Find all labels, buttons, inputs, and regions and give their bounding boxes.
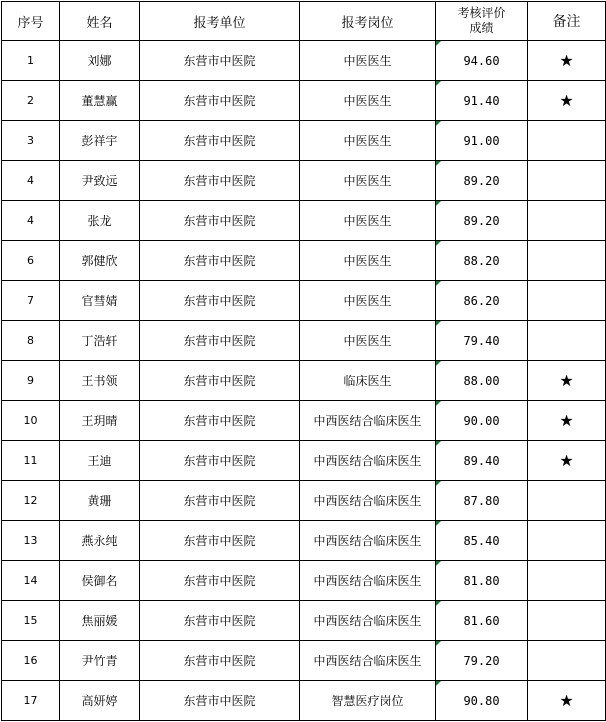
- cell-no: 7: [2, 281, 60, 321]
- cell-name: 焦丽媛: [60, 601, 140, 641]
- cell-indicator-icon: [436, 641, 441, 646]
- cell-unit: 东营市中医院: [140, 681, 300, 721]
- cell-name: 张龙: [60, 201, 140, 241]
- cell-unit: 东营市中医院: [140, 321, 300, 361]
- cell-note: [528, 281, 606, 321]
- table-row: [2, 441, 606, 481]
- cell-post: 中西医结合临床医生: [300, 641, 436, 681]
- cell-note: [528, 561, 606, 601]
- cell-indicator-icon: [436, 521, 441, 526]
- table-row: [2, 321, 606, 361]
- cell-score: [436, 561, 528, 601]
- cell-score: [436, 281, 528, 321]
- table-row: [2, 521, 606, 561]
- cell-unit: 东营市中医院: [140, 641, 300, 681]
- cell-score: [436, 441, 528, 481]
- cell-note: [528, 641, 606, 681]
- cell-score: [436, 201, 528, 241]
- cell-post: 中医医生: [300, 201, 436, 241]
- score-value: 87.80: [463, 493, 500, 508]
- cell-score: [436, 521, 528, 561]
- cell-unit: 东营市中医院: [140, 281, 300, 321]
- cell-indicator-icon: [436, 201, 441, 206]
- table-row: [2, 201, 606, 241]
- table-row: [2, 161, 606, 201]
- header-name: 姓名: [60, 2, 140, 41]
- cell-no: 11: [2, 441, 60, 481]
- table-row: [2, 601, 606, 641]
- score-value: 79.40: [463, 333, 500, 348]
- cell-indicator-icon: [436, 241, 441, 246]
- score-value: 88.20: [463, 253, 500, 268]
- cell-indicator-icon: [436, 161, 441, 166]
- cell-note: [528, 361, 606, 401]
- cell-name: 尹竹青: [60, 641, 140, 681]
- table-row: [2, 281, 606, 321]
- cell-post: 中医医生: [300, 121, 436, 161]
- cell-post: 中西医结合临床医生: [300, 521, 436, 561]
- score-value: 79.20: [463, 653, 500, 668]
- cell-post: 中西医结合临床医生: [300, 481, 436, 521]
- cell-unit: 东营市中医院: [140, 361, 300, 401]
- cell-unit: 东营市中医院: [140, 601, 300, 641]
- cell-no: 13: [2, 521, 60, 561]
- score-value: 90.00: [463, 413, 500, 428]
- cell-note: [528, 201, 606, 241]
- cell-score: [436, 641, 528, 681]
- star-icon: ★: [559, 90, 574, 110]
- cell-post: 中医医生: [300, 81, 436, 121]
- cell-post: 中医医生: [300, 161, 436, 201]
- star-icon: ★: [559, 690, 574, 710]
- cell-unit: 东营市中医院: [140, 201, 300, 241]
- cell-score: [436, 241, 528, 281]
- cell-unit: 东营市中医院: [140, 441, 300, 481]
- score-value: 89.20: [463, 173, 500, 188]
- cell-post: 临床医生: [300, 361, 436, 401]
- cell-no: 10: [2, 401, 60, 441]
- cell-name: 黄珊: [60, 481, 140, 521]
- cell-note: [528, 41, 606, 81]
- cell-no: 15: [2, 601, 60, 641]
- cell-score: [436, 401, 528, 441]
- header-score-line2: 成绩: [469, 21, 494, 35]
- cell-unit: 东营市中医院: [140, 401, 300, 441]
- table-body: [2, 41, 606, 721]
- cell-no: 8: [2, 321, 60, 361]
- cell-name: 彭祥宇: [60, 121, 140, 161]
- cell-no: 4: [2, 201, 60, 241]
- cell-indicator-icon: [436, 561, 441, 566]
- cell-indicator-icon: [436, 121, 441, 126]
- cell-name: 燕永纯: [60, 521, 140, 561]
- star-icon: ★: [559, 410, 574, 430]
- score-value: 86.20: [463, 293, 500, 308]
- cell-note: [528, 441, 606, 481]
- cell-score: [436, 481, 528, 521]
- cell-name: 王玥晴: [60, 401, 140, 441]
- cell-unit: 东营市中医院: [140, 521, 300, 561]
- header-row: [2, 2, 606, 41]
- cell-note: [528, 681, 606, 721]
- cell-post: 中西医结合临床医生: [300, 401, 436, 441]
- cell-note: [528, 121, 606, 161]
- table-row: [2, 401, 606, 441]
- cell-name: 尹致远: [60, 161, 140, 201]
- cell-no: 1: [2, 41, 60, 81]
- cell-note: [528, 521, 606, 561]
- cell-indicator-icon: [436, 441, 441, 446]
- cell-indicator-icon: [436, 681, 441, 686]
- cell-no: 14: [2, 561, 60, 601]
- cell-note: [528, 241, 606, 281]
- cell-indicator-icon: [436, 601, 441, 606]
- table-row: [2, 81, 606, 121]
- cell-post: 智慧医疗岗位: [300, 681, 436, 721]
- header-score: [436, 2, 528, 41]
- cell-indicator-icon: [436, 81, 441, 86]
- cell-unit: 东营市中医院: [140, 241, 300, 281]
- cell-indicator-icon: [436, 41, 441, 46]
- table-row: [2, 561, 606, 601]
- cell-score: [436, 601, 528, 641]
- header-unit: 报考单位: [140, 2, 300, 41]
- cell-score: [436, 161, 528, 201]
- score-value: 89.40: [463, 453, 500, 468]
- cell-no: 17: [2, 681, 60, 721]
- cell-no: 16: [2, 641, 60, 681]
- cell-post: 中西医结合临床医生: [300, 441, 436, 481]
- cell-note: [528, 481, 606, 521]
- cell-name: 丁浩轩: [60, 321, 140, 361]
- score-value: 91.40: [463, 93, 500, 108]
- cell-indicator-icon: [436, 321, 441, 326]
- results-table: [1, 1, 606, 721]
- cell-post: 中医医生: [300, 281, 436, 321]
- table-row: [2, 41, 606, 81]
- cell-unit: 东营市中医院: [140, 121, 300, 161]
- cell-no: 9: [2, 361, 60, 401]
- cell-no: 3: [2, 121, 60, 161]
- table-row: [2, 481, 606, 521]
- cell-indicator-icon: [436, 361, 441, 366]
- cell-score: [436, 41, 528, 81]
- table-row: [2, 121, 606, 161]
- star-icon: ★: [559, 370, 574, 390]
- cell-no: 2: [2, 81, 60, 121]
- table-row: [2, 641, 606, 681]
- cell-score: [436, 121, 528, 161]
- cell-note: [528, 81, 606, 121]
- cell-no: 12: [2, 481, 60, 521]
- score-value: 81.80: [463, 573, 500, 588]
- cell-name: 高妍婷: [60, 681, 140, 721]
- header-note: 备注: [528, 2, 606, 41]
- star-icon: ★: [559, 50, 574, 70]
- cell-name: 董慧赢: [60, 81, 140, 121]
- cell-unit: 东营市中医院: [140, 561, 300, 601]
- star-icon: ★: [559, 450, 574, 470]
- cell-post: 中医医生: [300, 321, 436, 361]
- cell-score: [436, 321, 528, 361]
- header-post: 报考岗位: [300, 2, 436, 41]
- cell-score: [436, 681, 528, 721]
- cell-note: [528, 401, 606, 441]
- score-value: 91.00: [463, 133, 500, 148]
- cell-name: 王书领: [60, 361, 140, 401]
- score-value: 94.60: [463, 53, 500, 68]
- header-score-line1: 考核评价: [457, 6, 506, 20]
- cell-post: 中西医结合临床医生: [300, 601, 436, 641]
- cell-indicator-icon: [436, 481, 441, 486]
- table-row: [2, 681, 606, 721]
- cell-post: 中西医结合临床医生: [300, 561, 436, 601]
- cell-indicator-icon: [436, 401, 441, 406]
- cell-unit: 东营市中医院: [140, 41, 300, 81]
- score-value: 85.40: [463, 533, 500, 548]
- score-value: 89.20: [463, 213, 500, 228]
- cell-note: [528, 321, 606, 361]
- score-value: 88.00: [463, 373, 500, 388]
- cell-unit: 东营市中医院: [140, 81, 300, 121]
- cell-note: [528, 601, 606, 641]
- cell-name: 官彗婧: [60, 281, 140, 321]
- table-row: [2, 241, 606, 281]
- cell-post: 中医医生: [300, 41, 436, 81]
- cell-name: 侯御名: [60, 561, 140, 601]
- cell-unit: 东营市中医院: [140, 161, 300, 201]
- cell-score: [436, 361, 528, 401]
- cell-no: 4: [2, 161, 60, 201]
- header-no: 序号: [2, 2, 60, 41]
- cell-score: [436, 81, 528, 121]
- cell-name: 郭健欣: [60, 241, 140, 281]
- cell-post: 中医医生: [300, 241, 436, 281]
- score-value: 81.60: [463, 613, 500, 628]
- cell-note: [528, 161, 606, 201]
- score-value: 90.80: [463, 693, 500, 708]
- cell-no: 6: [2, 241, 60, 281]
- cell-indicator-icon: [436, 281, 441, 286]
- table-row: [2, 361, 606, 401]
- cell-name: 王迪: [60, 441, 140, 481]
- cell-name: 刘娜: [60, 41, 140, 81]
- cell-unit: 东营市中医院: [140, 481, 300, 521]
